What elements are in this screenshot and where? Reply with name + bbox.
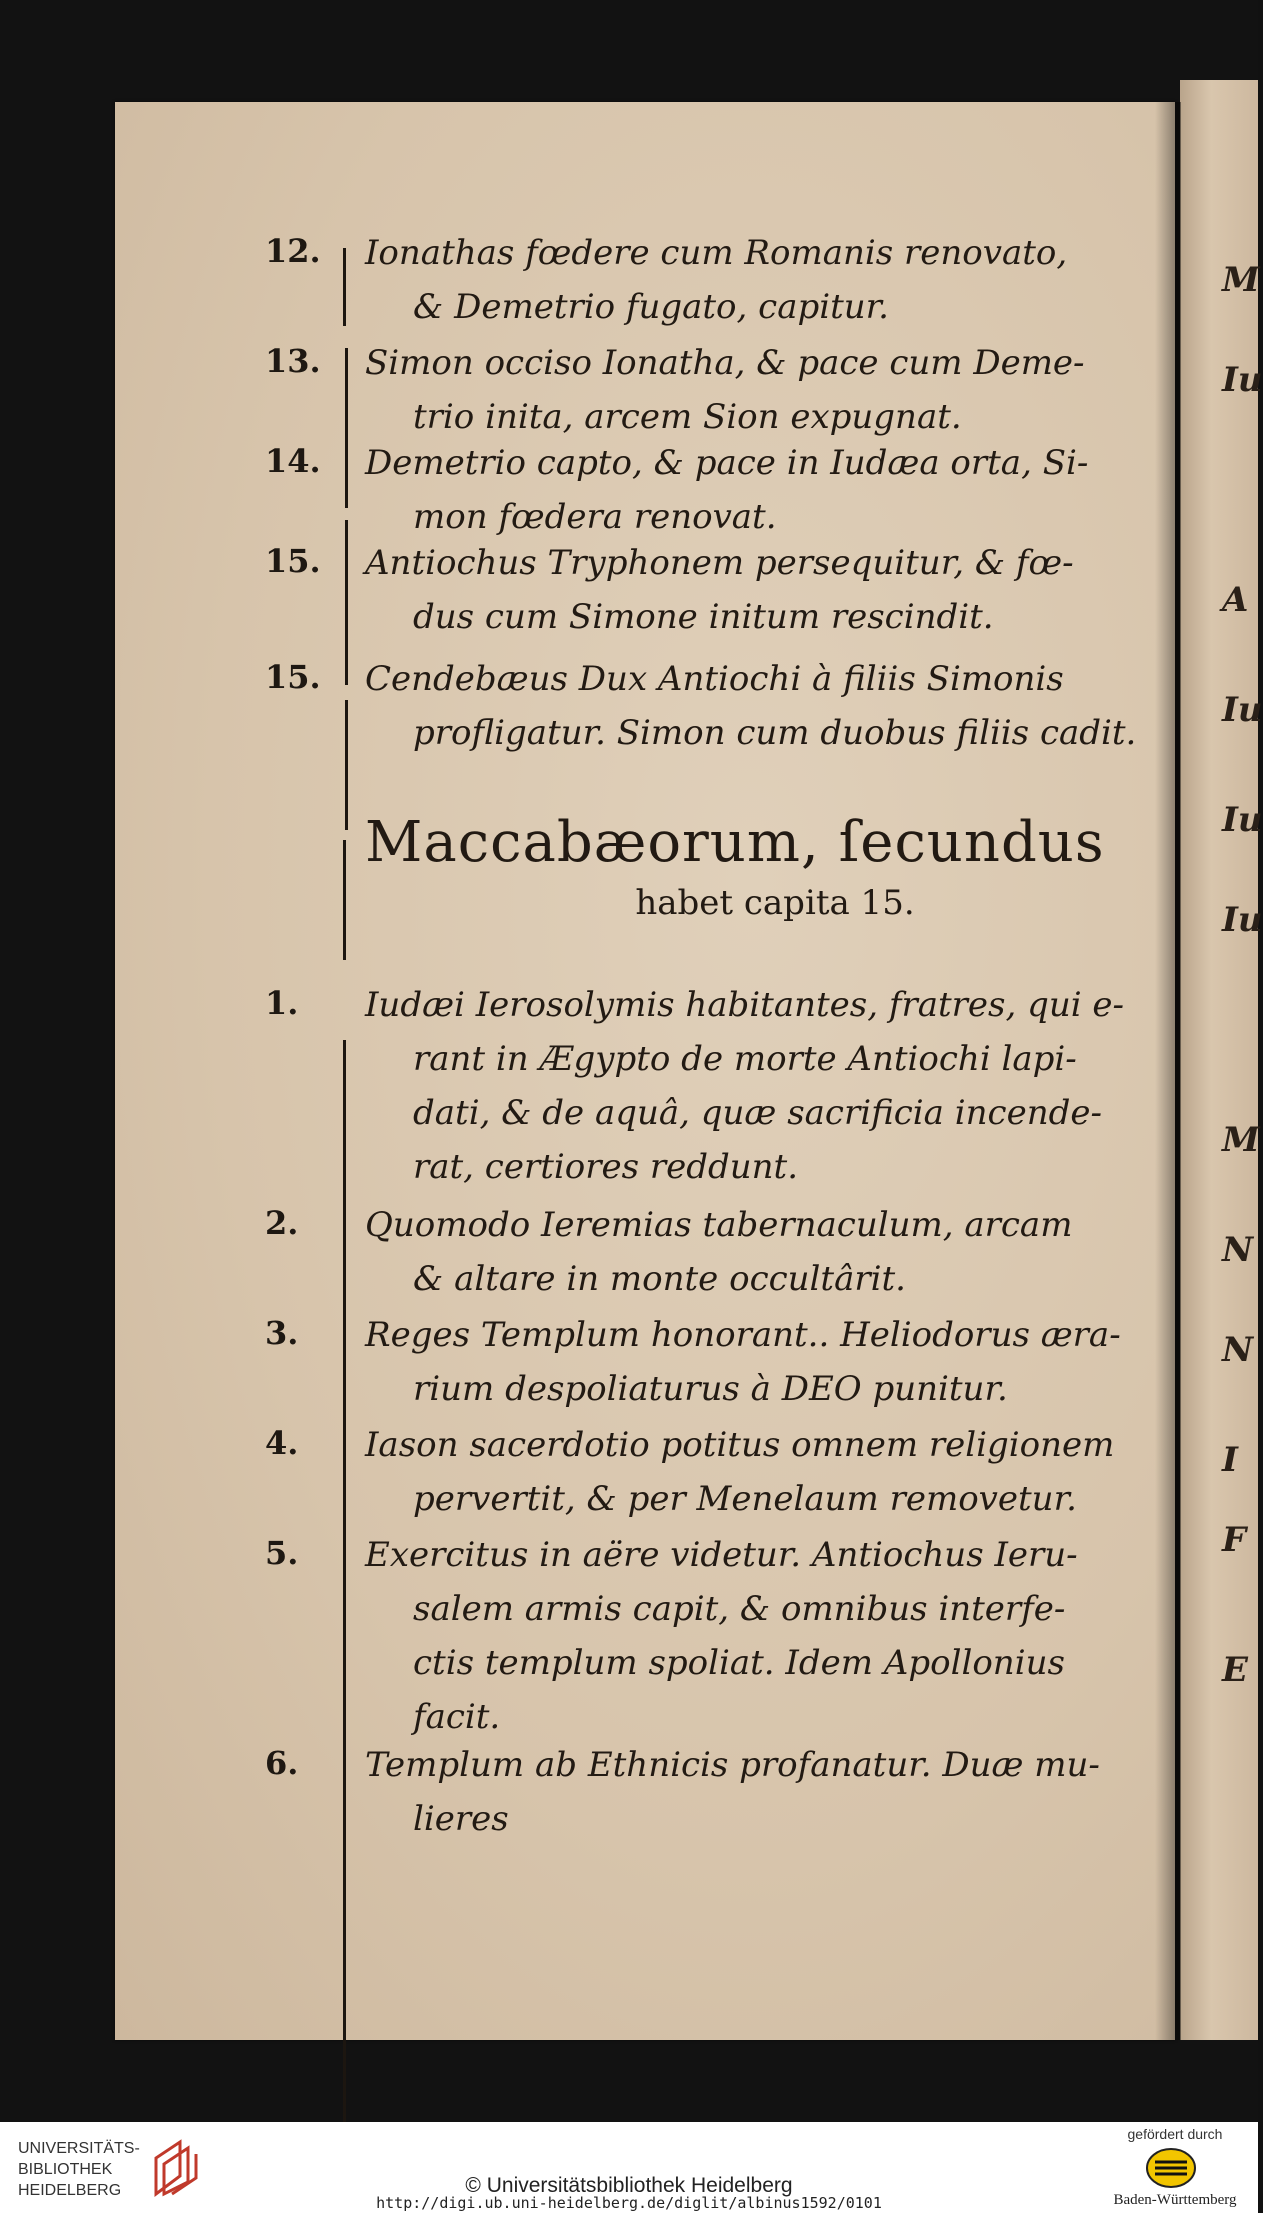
entry-text	[365, 1308, 1145, 1416]
margin-rule	[345, 520, 348, 685]
entry-line: Iason sacerdotio potitus omnem religionem	[365, 1425, 1115, 1465]
entry-line: Templum ab Ethnicis profanatur. Duæ mu-	[365, 1745, 1100, 1785]
entry-number: 15.	[265, 542, 321, 580]
next-page-letter: F	[1222, 1520, 1247, 1560]
entry-line: dus cum Simone initum rescindit.	[413, 597, 994, 637]
entry-line: lieres	[413, 1799, 509, 1839]
entry-line: Quomodo Ieremias tabernaculum, arcam	[365, 1205, 1073, 1245]
entry-line: mon fœdera renovat.	[413, 497, 777, 537]
footer	[0, 2122, 1258, 2213]
entry-line: Ionathas fœdere cum Romanis renovato,	[365, 233, 1068, 273]
entry-number: 5.	[265, 1534, 299, 1572]
entry-number: 14.	[265, 442, 321, 480]
entry-text	[365, 436, 1145, 544]
entry-number: 3.	[265, 1314, 299, 1352]
entry-text	[365, 652, 1145, 760]
section-heading	[365, 810, 1145, 923]
entry-number: 12.	[265, 232, 321, 270]
next-page-letter: N	[1222, 1230, 1254, 1270]
entry-line: Demetrio capto, & pace in Iudæa orta, Si-	[365, 443, 1089, 483]
entry-line: Cendebæus Dux Antiochi à filiis Simonis	[365, 659, 1064, 699]
next-page-letter: Iu	[1222, 800, 1263, 840]
entry-text	[365, 1528, 1145, 1744]
entry-number: 15.	[265, 658, 321, 696]
entry-text	[365, 226, 1145, 334]
entry-text	[365, 336, 1145, 444]
entry-line: Simon occiso Ionatha, & pace cum Deme-	[365, 343, 1085, 383]
entry-text	[365, 978, 1145, 1194]
next-page-letter: A	[1222, 580, 1249, 620]
next-page-letter: E	[1222, 1650, 1248, 1690]
next-page-letter: Iu	[1222, 360, 1263, 400]
funder-name: Baden-Württemberg	[1113, 2192, 1237, 2208]
entry-line: rat, certiores reddunt.	[413, 1147, 799, 1187]
entry-line: facit.	[413, 1697, 501, 1737]
entry-line: pervertit, & per Menelaum removetur.	[413, 1479, 1077, 1519]
margin-rule	[343, 840, 346, 960]
entry-number: 2.	[265, 1204, 299, 1242]
entry-line: profligatur. Simon cum duobus filiis cadit.	[413, 713, 1137, 753]
entry-line: rant in Ægypto de morte Antiochi lapi-	[413, 1039, 1077, 1079]
entry-number: 13.	[265, 342, 321, 380]
entry-line: salem armis capit, & omnibus interfe-	[413, 1589, 1066, 1629]
copyright-text: © Universitätsbibliothek Heidelberg	[465, 2174, 793, 2197]
entry-line: dati, & de aquâ, quæ sacrificia incende-	[413, 1093, 1102, 1133]
margin-rule	[343, 1040, 346, 2160]
entry-text	[365, 536, 1145, 644]
next-page-letter: Iu	[1222, 900, 1263, 940]
entry-text	[365, 1198, 1145, 1306]
margin-rule	[345, 348, 348, 508]
heading-main: Maccabæorum, ſecundus	[365, 810, 1105, 875]
next-page-letter: M	[1222, 1120, 1260, 1160]
funded-by-label: gefördert durch	[1127, 2126, 1223, 2142]
entry-number: 4.	[265, 1424, 299, 1462]
entry-line: rium despoliaturus à DEO punitur.	[413, 1369, 1008, 1409]
next-page-letter: M	[1222, 260, 1260, 300]
entry-number: 6.	[265, 1744, 299, 1782]
entry-number: 1.	[265, 984, 299, 1022]
gutter-shadow	[1155, 102, 1181, 2040]
baden-wuerttemberg-logo-icon	[1143, 2146, 1199, 2190]
next-page-letter: I	[1222, 1440, 1238, 1480]
margin-rule	[343, 248, 346, 326]
entry-text	[365, 1738, 1145, 1846]
entry-text	[365, 1418, 1145, 1526]
margin-rule	[345, 700, 348, 830]
entry-line: ctis templum spoliat. Idem Apollonius	[413, 1643, 1065, 1683]
entry-line: Antiochus Tryphonem persequitur, & fœ-	[365, 543, 1074, 583]
entry-line: & altare in monte occultârit.	[413, 1259, 906, 1299]
entry-line: Reges Templum honorant.. Heliodorus æra-	[365, 1315, 1121, 1355]
next-page-letter: N	[1222, 1330, 1254, 1370]
library-name: UNIVERSITÄTS- BIBLIOTHEK HEIDELBERG	[18, 2140, 140, 2199]
entry-line: & Demetrio fugato, capitur.	[413, 287, 889, 327]
entry-line: trio inita, arcem Sion expugnat.	[413, 397, 962, 437]
next-page-letter: Iu	[1222, 690, 1263, 730]
entry-line: Iudæi Ierosolymis habitantes, fratres, qui e-	[365, 985, 1125, 1025]
permalink-url[interactable]: http://digi.ub.uni-heidelberg.de/diglit/albinus1592/0101	[376, 2194, 882, 2212]
heading-sub: habet capita 15.	[635, 883, 915, 923]
entry-line: Exercitus in aëre videtur. Antiochus Ieru-	[365, 1535, 1078, 1575]
